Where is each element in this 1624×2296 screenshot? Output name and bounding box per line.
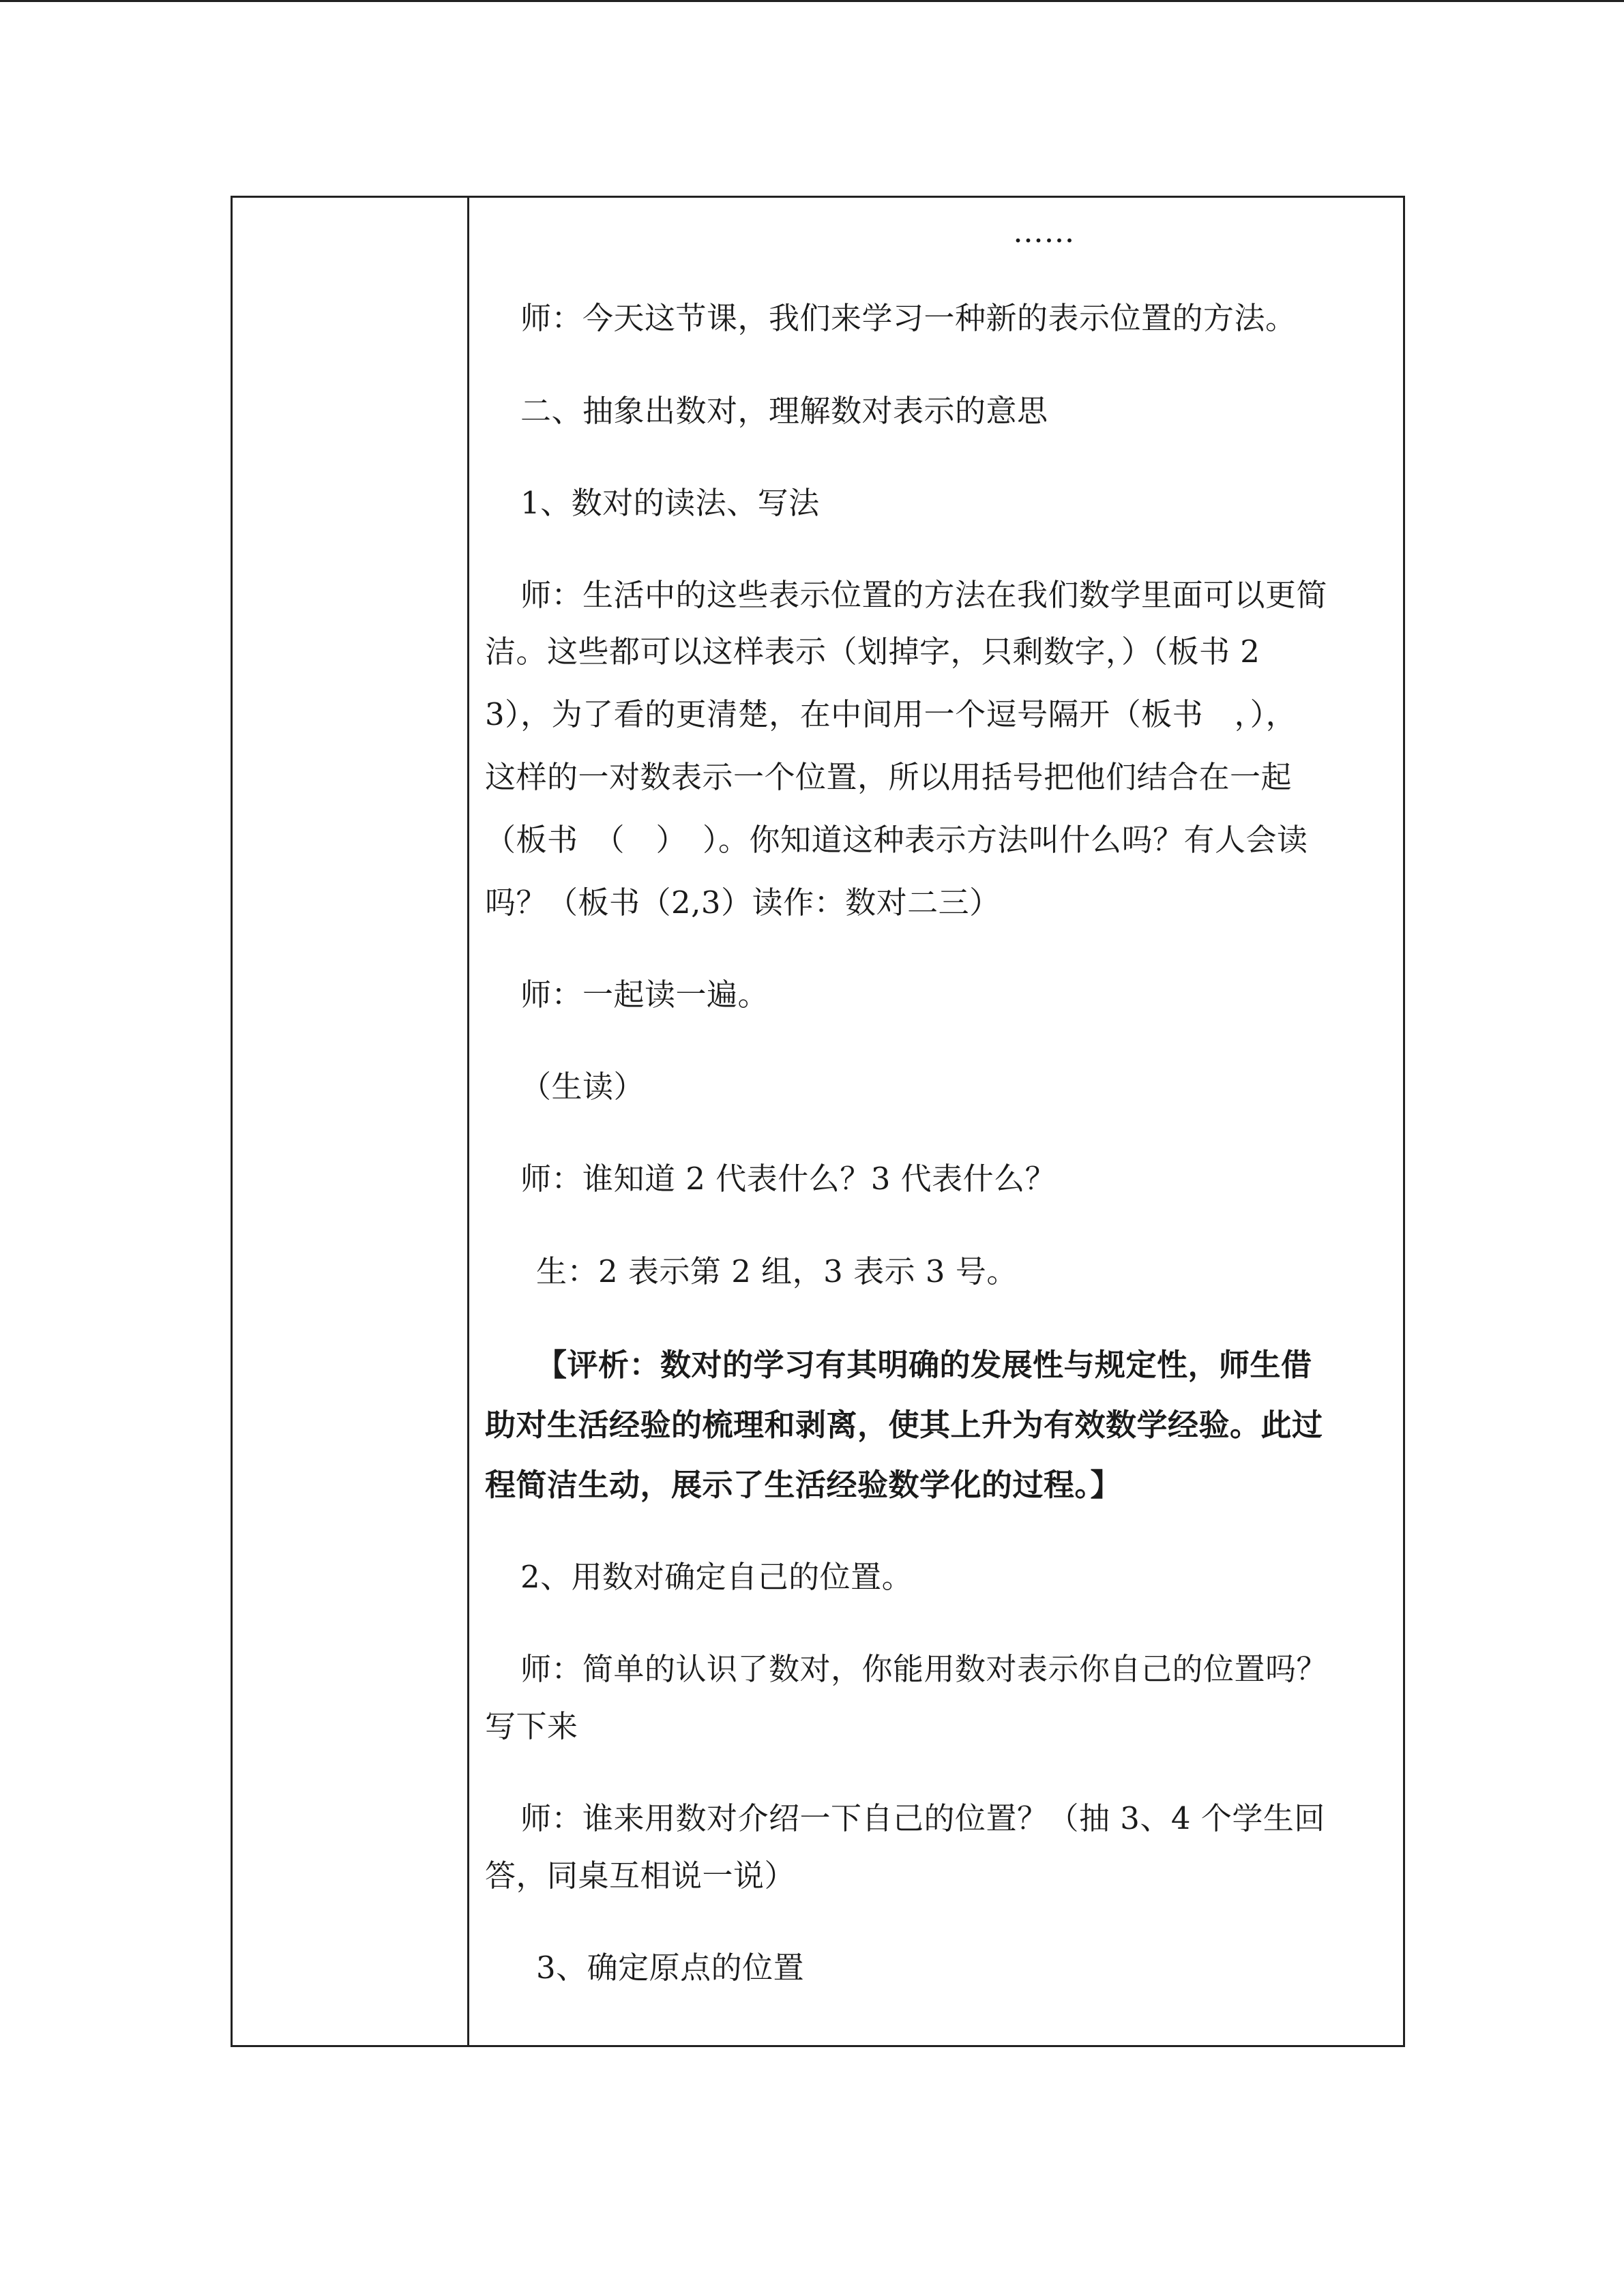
student-answer-line: 生：2 表示第 2 组，3 表示 3 号。	[536, 1253, 1018, 1289]
ellipsis-line: ……	[1013, 213, 1075, 250]
teacher-intro-line: 师：今天这节课，我们来学习一种新的表示位置的方法。	[520, 300, 1297, 336]
section-heading-2: 二、抽象出数对，理解数对表示的意思	[520, 393, 1048, 429]
student-line: （生读）	[520, 1069, 645, 1105]
paragraph-line: （板书 （ ） ）。你知道这种表示方法叫什么吗？有人会读	[485, 822, 1308, 858]
commentary-line: 程简洁生动，展示了生活经验数学化的过程。】	[485, 1467, 1122, 1503]
page-top-border	[0, 0, 1624, 2]
subheading-3: 3、确定原点的位置	[536, 1950, 805, 1986]
paragraph-line: 师：生活中的这些表示位置的方法在我们数学里面可以更简	[520, 577, 1328, 613]
paragraph-line: 洁。这些都可以这样表示（划掉字，只剩数字，）（板书 2	[485, 633, 1260, 670]
teacher-line: 师：简单的认识了数对，你能用数对表示你自己的位置吗？	[520, 1651, 1328, 1687]
table-left-cell	[233, 198, 469, 2045]
commentary-line: 【评析：数对的学习有其明确的发展性与规定性，师生借	[536, 1347, 1312, 1383]
subheading-2: 2、用数对确定自己的位置。	[520, 1559, 913, 1595]
commentary-line: 助对生活经验的梳理和剥离，使其上升为有效数学经验。此过	[485, 1407, 1323, 1443]
paragraph-line: 3），为了看的更清楚，在中间用一个逗号隔开（板书 ，），	[485, 696, 1297, 732]
teacher-line: 师：谁来用数对介绍一下自己的位置？（抽 3、4 个学生回	[520, 1800, 1325, 1836]
teacher-line-continued: 写下来	[485, 1708, 578, 1744]
teacher-line-continued: 答，同桌互相说一说）	[485, 1858, 796, 1894]
paragraph-line: 这样的一对数表示一个位置，所以用括号把他们结合在一起	[485, 759, 1293, 795]
teacher-question-line: 师：谁知道 2 代表什么？3 代表什么？	[520, 1161, 1057, 1197]
paragraph-line: 吗？（板书（2,3）读作：数对二三）	[485, 884, 1001, 921]
teacher-line: 师：一起读一遍。	[520, 976, 769, 1013]
lesson-table	[231, 196, 1405, 2047]
subheading-1: 1、数对的读法、写法	[520, 485, 820, 521]
table-right-cell	[469, 198, 1403, 2045]
